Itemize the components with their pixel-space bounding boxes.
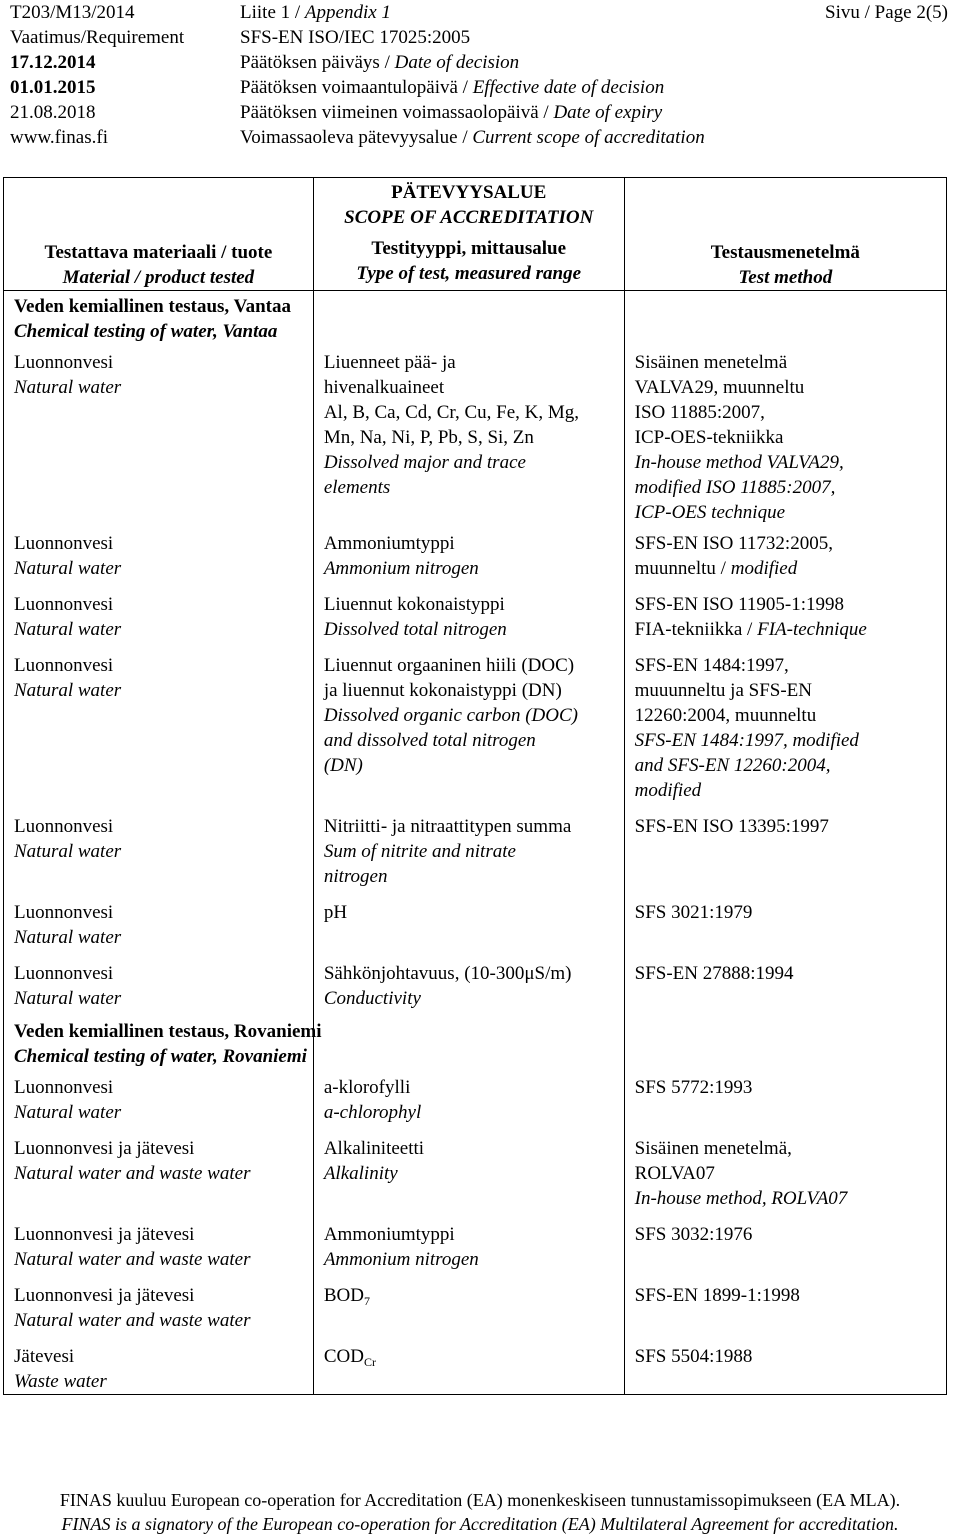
test-formula-main: BOD	[323, 1285, 364, 1306]
material-fi: Luonnonvesi	[14, 902, 114, 923]
test-en: Ammonium nitrogen	[323, 558, 479, 579]
section-title-fi: Veden kemiallinen testaus, Vantaa	[14, 296, 291, 317]
method-fi: Sisäinen menetelmä	[634, 352, 788, 373]
test-fi: Alkaliniteetti	[323, 1138, 425, 1159]
section-title-en: Chemical testing of water, Vantaa	[14, 321, 278, 342]
test-fi: Al, B, Ca, Cd, Cr, Cu, Fe, K, Mg,	[323, 402, 580, 423]
col-header-material: Testattava materiaali / tuote Material / product tested	[4, 178, 314, 291]
material-fi: Luonnonvesi ja jätevesi	[14, 1138, 195, 1159]
method-cell	[624, 344, 946, 525]
method-fi: SFS 5772:1993	[634, 1077, 753, 1098]
test-formula-sub: 7	[363, 1294, 370, 1308]
test-en: nitrogen	[323, 866, 388, 887]
method-fi: ROLVA07	[634, 1163, 715, 1184]
test-fi: Mn, Na, Ni, P, Pb, S, Si, Zn	[323, 427, 534, 448]
test-en: Dissolved organic carbon (DOC)	[323, 705, 578, 726]
method-cell	[624, 525, 946, 586]
material-fi: Luonnonvesi	[14, 352, 114, 373]
test-cell	[313, 1130, 624, 1216]
method-fi: Sisäinen menetelmä,	[634, 1138, 792, 1159]
section-spacer	[624, 291, 946, 345]
test-fi: Nitriitti- ja nitraattitypen summa	[323, 816, 572, 837]
material-en: Natural water	[14, 1102, 122, 1123]
method-en: modified ISO 11885:2007,	[634, 477, 836, 498]
test-formula-main: COD	[323, 1346, 364, 1367]
expiry-date: 21.08.2018	[10, 102, 96, 123]
finas-website: www.finas.fi	[10, 127, 108, 148]
table-row	[4, 894, 947, 955]
test-fi: Liuennut orgaaninen hiili (DOC)	[323, 655, 575, 676]
test-en: Conductivity	[323, 988, 421, 1009]
method-fi: SFS-EN ISO 11732:2005,	[634, 533, 833, 554]
method-cell	[624, 1277, 946, 1338]
material-cell	[4, 894, 314, 955]
material-cell	[4, 647, 314, 808]
decision-date: 17.12.2014	[10, 52, 96, 73]
test-fi: pH	[323, 902, 348, 923]
material-cell	[4, 1216, 314, 1277]
test-cell	[313, 525, 624, 586]
test-formula	[324, 1344, 614, 1369]
section-title	[4, 1016, 322, 1069]
method-en: In-house method VALVA29,	[634, 452, 844, 473]
table-header-row	[4, 178, 947, 291]
material-en: Natural water and waste water	[14, 1163, 251, 1184]
test-cell	[313, 1277, 624, 1338]
material-fi: Luonnonvesi	[14, 816, 114, 837]
material-fi: Luonnonvesi	[14, 655, 114, 676]
table-row	[4, 344, 947, 525]
test-en: Alkalinity	[323, 1163, 398, 1184]
material-en: Natural water	[14, 377, 122, 398]
material-fi: Luonnonvesi	[14, 963, 114, 984]
test-cell	[313, 894, 624, 955]
section-spacer	[624, 1016, 946, 1069]
method-cell	[624, 1216, 946, 1277]
test-fi: Liuenneet pää- ja	[323, 352, 456, 373]
table-row	[4, 1069, 947, 1130]
method-mixed-en: FIA-technique	[757, 619, 867, 640]
method-en: and SFS-EN 12260:2004,	[634, 755, 831, 776]
scope-title: PÄTEVYYSALUE	[391, 182, 547, 203]
method-fi: VALVA29, muunneltu	[634, 377, 805, 398]
method-fi: SFS-EN ISO 13395:1997	[634, 816, 829, 837]
method-fi: 12260:2004, muunneltu	[634, 705, 817, 726]
method-mixed-fi: muunneltu /	[634, 558, 731, 579]
material-fi: Luonnonvesi	[14, 1077, 114, 1098]
test-fi: Liuennut kokonaistyppi	[323, 594, 505, 615]
col-header-method: Testausmenetelmä Test method	[624, 178, 946, 291]
method-mixed-fi: FIA-tekniikka /	[634, 619, 758, 640]
method-cell	[624, 586, 946, 647]
method-cell	[624, 955, 946, 1016]
test-formula	[324, 1283, 614, 1308]
method-cell	[624, 1338, 946, 1395]
section-spacer	[313, 1016, 624, 1069]
material-cell	[4, 955, 314, 1016]
method-en: modified	[634, 780, 702, 801]
effective-date: 01.01.2015	[10, 77, 96, 98]
material-cell	[4, 344, 314, 525]
section-spacer	[313, 291, 624, 345]
material-cell	[4, 1338, 314, 1395]
test-cell	[313, 955, 624, 1016]
standard-label: SFS-EN ISO/IEC 17025:2005	[240, 27, 471, 48]
section-title	[4, 291, 314, 345]
material-fi: Luonnonvesi ja jätevesi	[14, 1224, 195, 1245]
table-row	[4, 1216, 947, 1277]
material-en: Natural water and waste water	[14, 1310, 251, 1331]
material-fi: Luonnonvesi	[14, 533, 114, 554]
method-cell	[624, 647, 946, 808]
test-en: Ammonium nitrogen	[323, 1249, 479, 1270]
test-en: a-chlorophyl	[323, 1102, 422, 1123]
test-cell	[313, 1216, 624, 1277]
test-en: Dissolved total nitrogen	[323, 619, 507, 640]
document-code: T203/M13/2014	[10, 2, 135, 23]
material-en: Natural water	[14, 841, 122, 862]
scope-label: Voimassaoleva pätevyysalue / Current scope of accreditation	[240, 127, 705, 148]
material-cell	[4, 1277, 314, 1338]
test-fi: a-klorofylli	[323, 1077, 411, 1098]
test-cell	[313, 1338, 624, 1395]
material-en: Natural water	[14, 558, 122, 579]
method-cell	[624, 1130, 946, 1216]
method-fi: ISO 11885:2007,	[634, 402, 765, 423]
table-row	[4, 1277, 947, 1338]
section-title-fi: Veden kemiallinen testaus, Rovaniemi	[14, 1021, 322, 1042]
method-fi: SFS 3032:1976	[634, 1224, 753, 1245]
method-mixed-en: modified	[730, 558, 798, 579]
material-fi: Luonnonvesi ja jätevesi	[14, 1285, 195, 1306]
material-en: Natural water	[14, 619, 122, 640]
method-cell	[624, 1069, 946, 1130]
material-fi: Luonnonvesi	[14, 594, 114, 615]
test-cell	[313, 647, 624, 808]
method-fi: ICP-OES-tekniikka	[634, 427, 784, 448]
test-en: elements	[323, 477, 391, 498]
material-en: Natural water	[14, 927, 122, 948]
footer-fi: FINAS kuuluu European co-operation for Accreditation (EA) monenkeskiseen tunnustamissopimukseen (EA MLA).	[59, 1490, 901, 1510]
table-row	[4, 586, 947, 647]
method-fi: SFS 5504:1988	[634, 1346, 753, 1367]
table-row	[4, 1130, 947, 1216]
material-en: Waste water	[14, 1371, 107, 1392]
scope-title-en: SCOPE OF ACCREDITATION	[344, 207, 594, 228]
effective-date-label: Päätöksen voimaantulopäivä / Effective date of decision	[240, 77, 665, 98]
table-row	[4, 647, 947, 808]
method-fi: SFS-EN 27888:1994	[634, 963, 794, 984]
material-en: Natural water and waste water	[14, 1249, 251, 1270]
table-row	[4, 808, 947, 894]
material-cell	[4, 586, 314, 647]
table-row	[4, 1338, 947, 1395]
page-number: Sivu / Page 2(5)	[825, 2, 948, 23]
table-row	[4, 955, 947, 1016]
section-title-en: Chemical testing of water, Rovaniemi	[14, 1046, 307, 1067]
material-en: Natural water	[14, 988, 122, 1009]
material-cell	[4, 525, 314, 586]
method-fi: muuunneltu ja SFS-EN	[634, 680, 812, 701]
material-cell	[4, 1130, 314, 1216]
method-mixed	[635, 556, 936, 581]
section-row	[4, 1016, 947, 1069]
method-fi: SFS 3021:1979	[634, 902, 753, 923]
test-en: and dissolved total nitrogen	[323, 730, 536, 751]
method-cell	[624, 894, 946, 955]
section-row	[4, 291, 947, 345]
col-header-test: PÄTEVYYSALUE SCOPE OF ACCREDITATION Testityyppi, mittausalue Type of test, measured range	[313, 178, 624, 291]
test-fi: ja liuennut kokonaistyppi (DN)	[323, 680, 562, 701]
method-mixed	[635, 617, 936, 642]
requirement-label: Vaatimus/Requirement	[10, 27, 185, 48]
method-en: In-house method, ROLVA07	[634, 1188, 848, 1209]
expiry-date-label: Päätöksen viimeinen voimassaolopäivä / Date of expiry	[240, 102, 663, 123]
method-fi: SFS-EN 1484:1997,	[634, 655, 789, 676]
test-cell	[313, 344, 624, 525]
appendix-label: Liite 1 / Appendix 1	[240, 2, 391, 23]
test-fi: Sähkönjohtavuus, (10-300μS/m)	[323, 963, 572, 984]
material-en: Natural water	[14, 680, 122, 701]
method-cell	[624, 808, 946, 894]
test-cell	[313, 808, 624, 894]
method-fi: SFS-EN 1899-1:1998	[634, 1285, 800, 1306]
test-en: (DN)	[323, 755, 363, 776]
test-cell	[313, 586, 624, 647]
footer-en: FINAS is a signatory of the European co-operation for Accreditation (EA) Multilateral Agreement for accreditation.	[61, 1514, 899, 1534]
method-fi: SFS-EN ISO 11905-1:1998	[634, 594, 845, 615]
method-en: ICP-OES technique	[634, 502, 786, 523]
table-row	[4, 525, 947, 586]
test-fi: hivenalkuaineet	[323, 377, 445, 398]
test-en: Sum of nitrite and nitrate	[323, 841, 516, 862]
test-en: Dissolved major and trace	[323, 452, 526, 473]
material-cell	[4, 1069, 314, 1130]
test-cell	[313, 1069, 624, 1130]
scope-table	[3, 177, 947, 1395]
decision-date-label: Päätöksen päiväys / Date of decision	[240, 52, 520, 73]
test-fi: Ammoniumtyppi	[323, 533, 455, 554]
test-formula-sub: Cr	[363, 1355, 376, 1369]
material-cell	[4, 808, 314, 894]
test-fi: Ammoniumtyppi	[323, 1224, 455, 1245]
material-fi: Jätevesi	[14, 1346, 75, 1367]
method-en: SFS-EN 1484:1997, modified	[634, 730, 859, 751]
